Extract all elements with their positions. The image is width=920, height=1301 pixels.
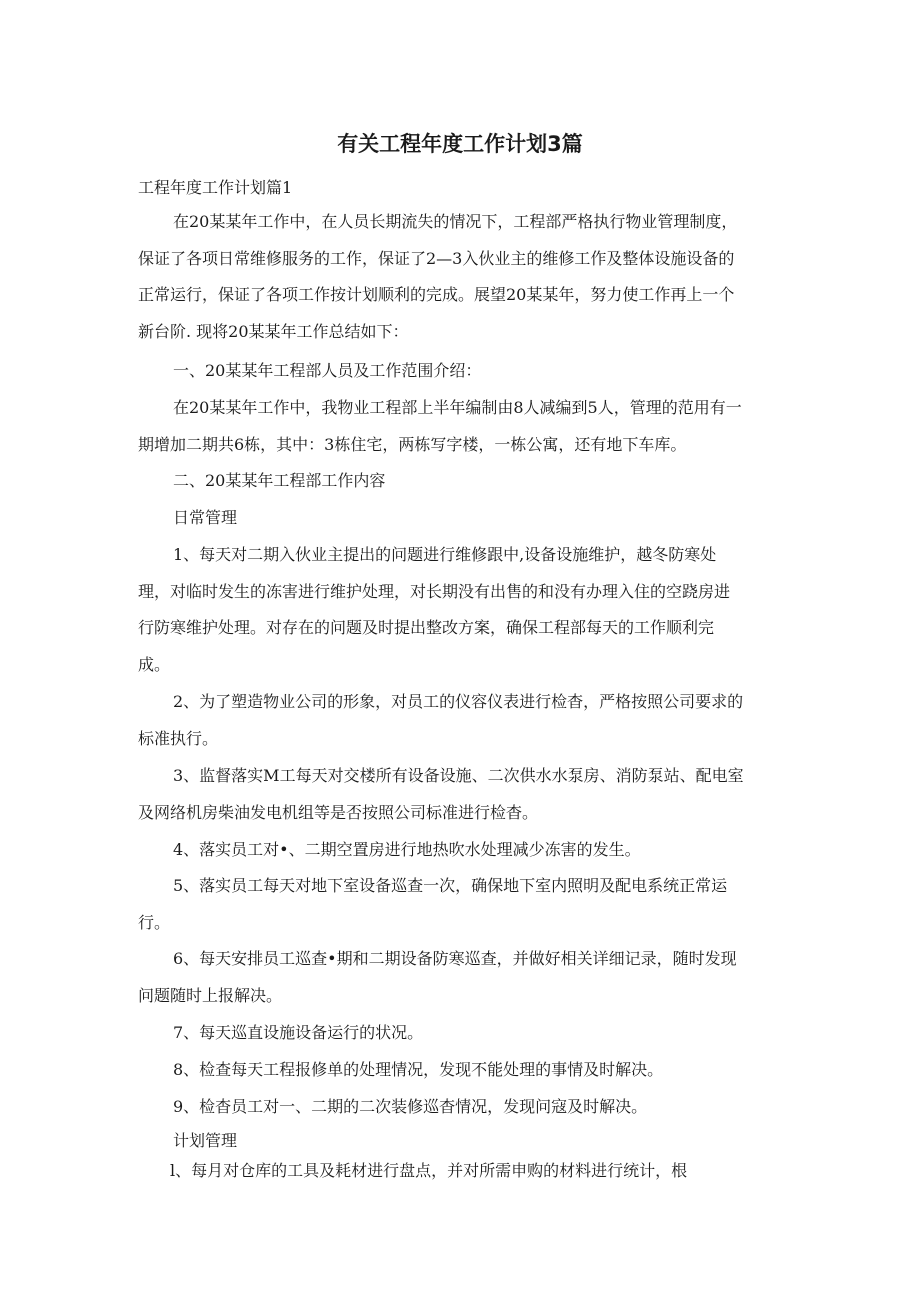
plan-section (138, 1126, 783, 1186)
list-item (138, 1089, 783, 1126)
paragraph-line: 在20某某年工作中，在人员长期流失的情况下，工程部严格执行物业管理制度， (173, 212, 738, 231)
document-title: 有关工程年度工作计划3篇 (337, 132, 583, 156)
section1-heading (138, 353, 783, 390)
paragraph-line: 行。 (138, 912, 171, 932)
paragraph-line: 保证了各项日常维修服务的工作，保证了2—3入伙业主的维修工作及整体设施设备的 (138, 248, 735, 268)
subtitle (138, 170, 783, 207)
paragraph-line: l、每月对仓库的工具及耗材进行盘点，并对所需申购的材料进行统计，根 (170, 1161, 688, 1180)
list-item (138, 1052, 783, 1089)
paragraph-line: 6、每天安排员工巡查•期和二期设备防寒巡查，并做好相关详细记录，随时发现 (173, 949, 737, 968)
paragraph-line: 在20某某年工作中，我物业工程部上半年编制由8人减编到5人，管理的范用有一 (173, 398, 742, 417)
heading-text: 一、20某某年工程部人员及工作范围介绍： (173, 361, 482, 380)
paragraph-line: 正常运行，保证了各项工作按计划顺利的完成。展望20某某年，努力使工作再上一个 (138, 285, 735, 304)
list-item (138, 941, 783, 1014)
paragraph-line: 8、检查每天工程报修单的处理情况，发现不能处理的事情及时解决。 (173, 1060, 664, 1079)
paragraph-line: 7、每天巡直设施设备运行的状况。 (173, 1023, 424, 1042)
paragraph-line: 3、监督落实M工每天对交楼所有设备设施、二次供水水泵房、消防泵站、配电室 (173, 766, 744, 785)
heading-text: 二、20某某年工程部工作内容 (173, 471, 386, 490)
paragraph-line: 期增加二期共6栋，其中：3栋住宅，两栋写字楼，一栋公寓，还有地下车库。 (138, 434, 687, 454)
paragraph-line: 新台阶. 现将20某某年工作总结如下： (138, 321, 409, 341)
paragraph-line: 2、为了塑造物业公司的形象，对员工的仪容仪表进行检杳，严格按照公司要求的 (173, 692, 744, 711)
paragraph-line: 4、落实员工对•、二期空置房进行地热吹水处理减少冻害的发生。 (173, 840, 641, 859)
paragraph-line: 及网络机房柴油发电机组等是否按照公司标准进行检杳。 (138, 802, 539, 822)
paragraph-line: 9、检杳员工对一、二期的二次装修巡杳情况，发现问寇及时解决。 (173, 1097, 648, 1116)
list-item (138, 758, 783, 831)
paragraph-line: 成。 (138, 654, 171, 674)
paragraph-line: 行防寒维护处理。对存在的问题及时提出整改方案，确保工程部每天的工作顺利完 (138, 618, 715, 637)
subtitle-text: 工程年度工作计划篇1 (138, 178, 293, 197)
list-item (138, 868, 783, 941)
paragraph-line: 标准执行。 (138, 728, 219, 748)
list-item (138, 684, 783, 757)
paragraph-line: 5、落实员工每天对地下室设备巡查一次，确保地下室内照明及配电系统正常运 (173, 876, 728, 895)
section2-heading (138, 463, 783, 500)
paragraph-line: 理，对临时发生的冻害进行维护处理，对长期没有出售的和没有办理入住的空跷房进 (138, 581, 731, 601)
heading-text: 计划管理 (173, 1131, 238, 1150)
section1-paragraph (138, 390, 783, 463)
heading-text: 日常管理 (173, 508, 238, 527)
list-item (138, 1015, 783, 1052)
paragraph-line: 1、每天对二期入伙业主提出的问题进行维修跟中,设备设施维护，越冬防寒处 (173, 545, 717, 564)
paragraph-line: 问题随时上报解决。 (138, 985, 283, 1005)
list-item (138, 537, 783, 683)
intro-paragraph (138, 204, 783, 350)
list-item (138, 832, 783, 869)
daily-heading (138, 500, 783, 537)
